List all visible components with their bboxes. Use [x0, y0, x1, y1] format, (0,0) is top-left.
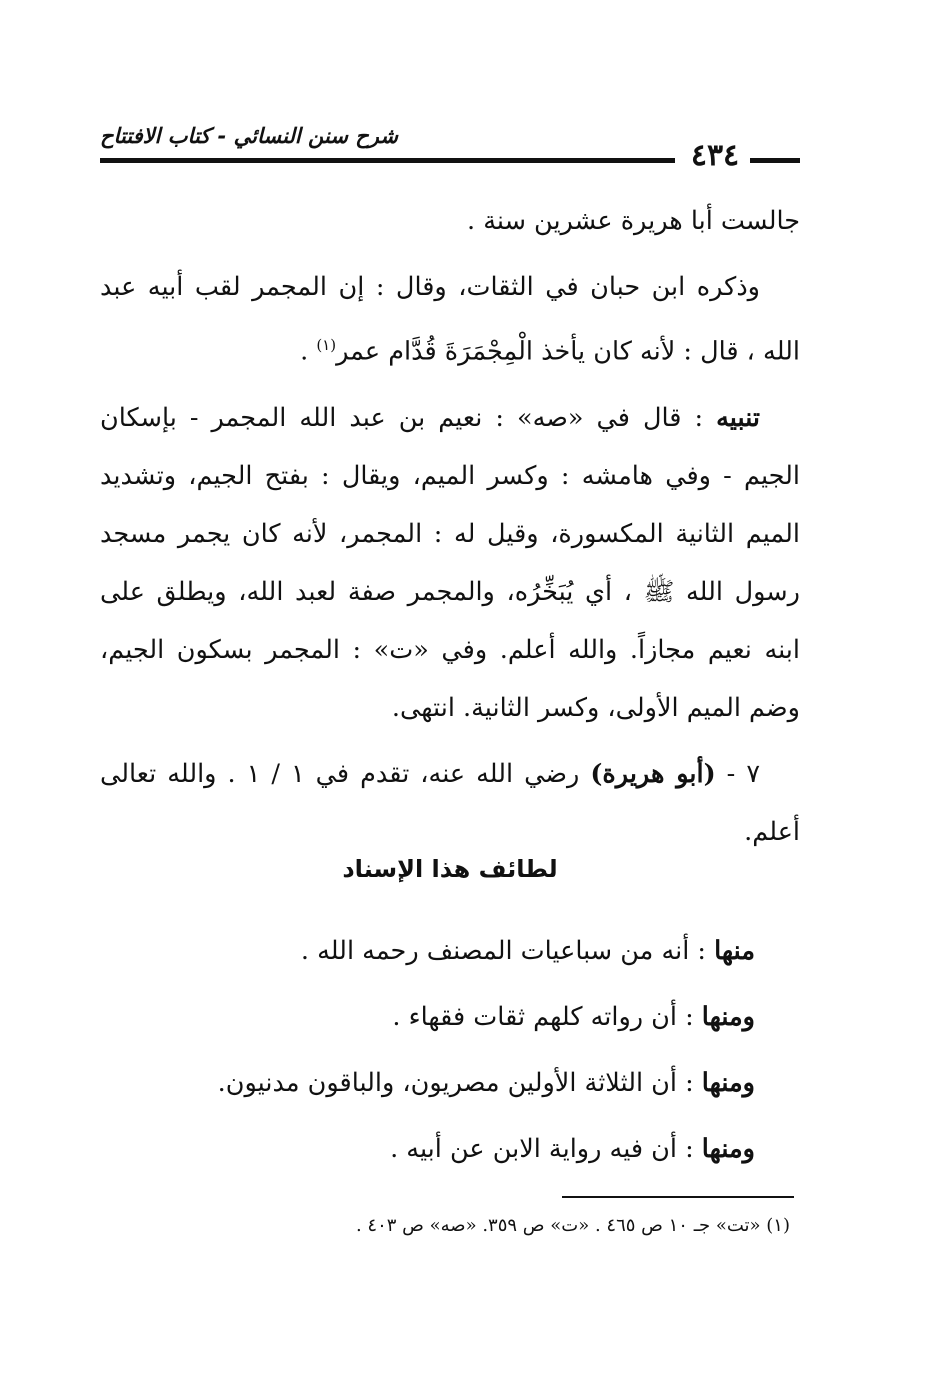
point-text: : أن رواته كلهم ثقات فقهاء .	[392, 1002, 702, 1032]
header-rule	[100, 158, 675, 163]
page-header	[100, 120, 800, 180]
paragraph-2-end: .	[300, 336, 317, 367]
point-label: ومنها	[701, 1068, 755, 1098]
page-number: ٤٣٤	[690, 138, 740, 173]
paragraph-note	[100, 389, 800, 737]
body-text	[100, 192, 800, 869]
footnote: (١) «تت» جـ ١٠ ص ٤٦٥ . «ت» ص ٣٥٩. «صه» ص ٤٠٣ .	[355, 1215, 790, 1236]
point-text: : أن فيه رواية الابن عن أبيه .	[390, 1134, 702, 1164]
section-title: لطائف هذا الإسناد	[342, 855, 558, 883]
note-label: تنبيه	[716, 402, 760, 433]
note-text: : قال في «صه» : نعيم بن عبد الله المجمر - بإسكان الجيم - وفي هامشه : وكسر الميم، ويقال : بفتح الجيم، وتشديد الميم الثانية المكسورة، وقيل له : المجمر، لأنه كان يجمر مسجد رسول الله ﷺ ، أي يُبَخِّرُه، والمجمر صفة لعبد الله، ويطلق على ابنه نعيم مجازاً. والله أعلم. وفي «ت» : المجمر بسكون الجيم، وضم الميم الأولى، وكسر الثانية. انتهى.	[100, 402, 800, 723]
list-item	[100, 918, 755, 984]
paragraph-7-text: رضي الله عنه، تقدم في ١ / ١ . والله تعالى أعلم.	[100, 758, 800, 847]
paragraph-2-text: وذكره ابن حبان في الثقات، وقال : إن المجمر لقب أبيه عبد الله ، قال : لأنه كان يأخذ الْمِجْمَرَةَ قُدَّام عمر	[100, 272, 800, 367]
list-item	[100, 984, 755, 1050]
point-label: ومنها	[701, 1002, 755, 1032]
paragraph-7	[100, 745, 800, 861]
point-label: ومنها	[701, 1134, 755, 1164]
point-label: منها	[714, 936, 755, 966]
point-text: : أن الثلاثة الأولين مصريون، والباقون مدنيون.	[217, 1068, 702, 1098]
list-item	[100, 1050, 755, 1116]
footnote-divider	[562, 1196, 794, 1198]
list-item	[100, 1116, 755, 1182]
footnote-marker: (١)	[316, 336, 337, 354]
paragraph-2	[100, 258, 800, 381]
narrator-name: (أبو هريرة)	[590, 758, 716, 789]
point-text: : أنه من سباعيات المصنف رحمه الله .	[300, 936, 715, 966]
header-rule-short	[750, 158, 800, 163]
points-list	[100, 918, 755, 1182]
running-title: شرح سنن النسائي - كتاب الافتتاح	[100, 124, 398, 148]
paragraph-1: جالست أبا هريرة عشرين سنة .	[467, 206, 800, 236]
item-number: ٧ -	[715, 758, 761, 789]
